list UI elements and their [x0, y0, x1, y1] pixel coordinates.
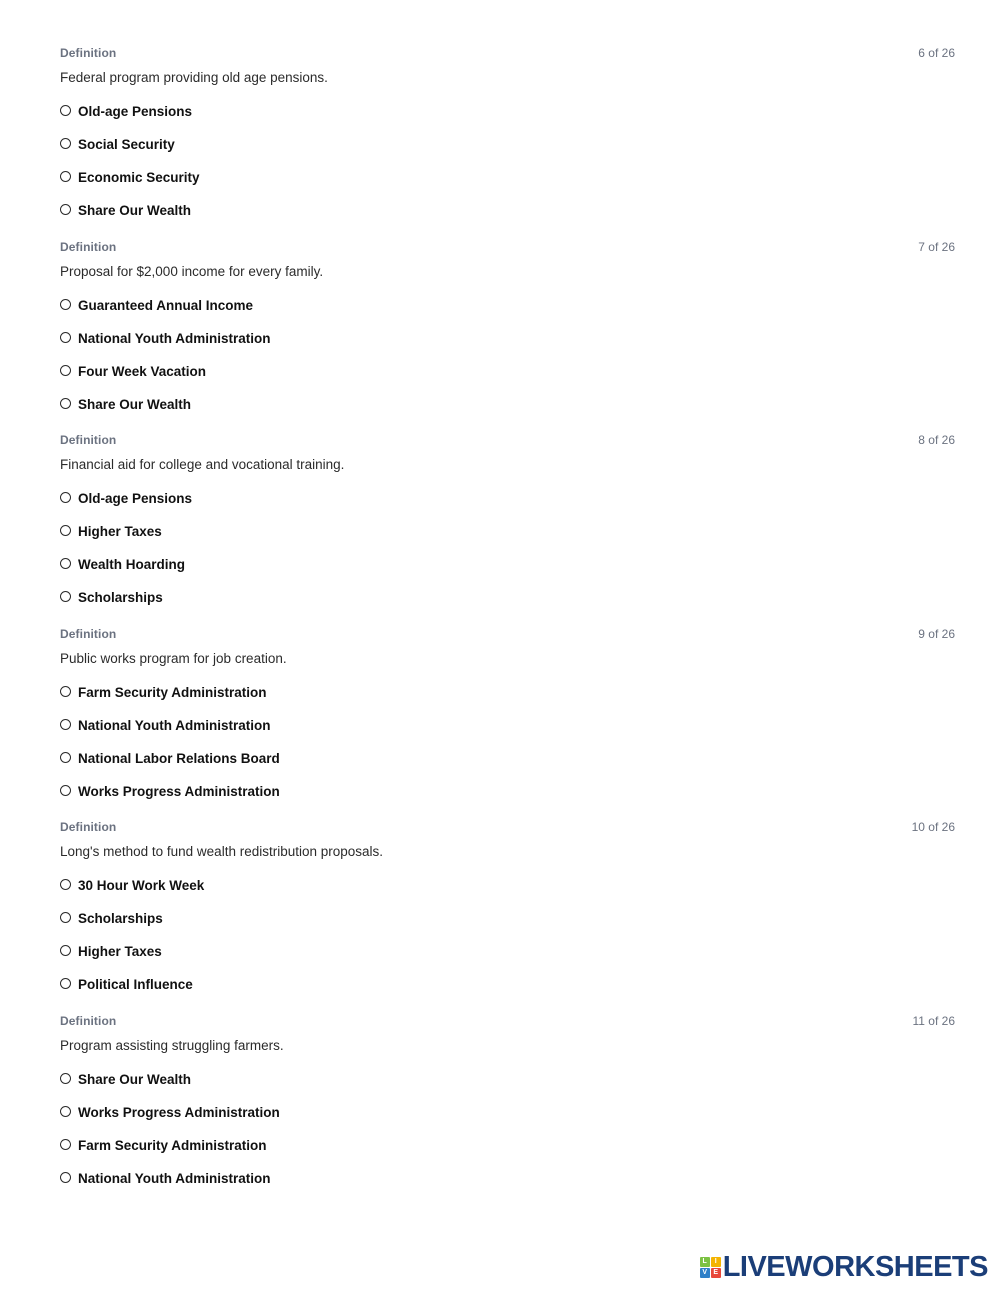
answer-options [60, 869, 955, 1001]
radio-button-icon[interactable] [60, 785, 71, 796]
radio-button-icon[interactable] [60, 686, 71, 697]
answer-option-label[interactable]: 30 Hour Work Week [78, 878, 205, 893]
question-counter: 7 of 26 [918, 239, 955, 254]
answer-option[interactable] [60, 128, 955, 161]
question-type-label: Definition [60, 626, 117, 641]
question-text: Program assisting struggling farmers. [60, 1037, 284, 1053]
question-text: Long's method to fund wealth redistribution proposals. [60, 844, 384, 859]
radio-button-icon[interactable] [60, 332, 71, 343]
question-block [60, 1014, 955, 1208]
question-counter: 6 of 26 [918, 46, 955, 60]
answer-option[interactable] [60, 1129, 955, 1162]
answer-options [60, 289, 955, 421]
answer-option-label[interactable]: Farm Security Administration [78, 684, 267, 700]
answer-option-label[interactable]: Scholarships [78, 590, 163, 605]
question-counter: 10 of 26 [911, 820, 955, 834]
answer-option-label[interactable]: Economic Security [78, 170, 200, 185]
logo-wordmark: LIVEWORKSHEETS [722, 1250, 988, 1283]
radio-button-icon[interactable] [60, 1172, 71, 1183]
answer-option[interactable] [60, 902, 955, 935]
answer-option-label[interactable]: Wealth Hoarding [78, 557, 186, 572]
radio-button-icon[interactable] [60, 945, 71, 956]
answer-option[interactable] [60, 1063, 955, 1096]
answer-option[interactable] [60, 355, 955, 388]
answer-option-label[interactable]: Farm Security Administration [78, 1137, 267, 1153]
answer-option[interactable] [60, 581, 955, 614]
answer-option[interactable] [60, 194, 955, 227]
radio-button-icon[interactable] [60, 879, 71, 890]
question-type-label: Definition [60, 46, 117, 60]
question-list [60, 46, 955, 1207]
question-text: Federal program providing old age pensions. [60, 70, 328, 85]
question-counter: 8 of 26 [918, 433, 955, 447]
answer-option-label[interactable]: Old-age Pensions [78, 491, 193, 506]
liveworksheets-logo [700, 1250, 988, 1284]
answer-option[interactable] [60, 548, 955, 581]
answer-option-label[interactable]: National Youth Administration [78, 330, 271, 346]
logo-mark-v: V [700, 1268, 710, 1278]
radio-button-icon[interactable] [60, 525, 71, 536]
question-block [60, 433, 955, 627]
question-header [60, 433, 955, 451]
logo-mark-l: L [700, 1257, 710, 1267]
answer-options [60, 676, 955, 808]
question-text: Public works program for job creation. [60, 650, 287, 666]
question-type-label: Definition [60, 820, 117, 834]
answer-option[interactable] [60, 1162, 955, 1195]
radio-button-icon[interactable] [60, 138, 71, 149]
question-text: Financial aid for college and vocational training. [60, 457, 345, 472]
answer-options [60, 482, 955, 614]
question-block [60, 240, 955, 434]
answer-option[interactable] [60, 742, 955, 775]
question-header [60, 627, 955, 645]
answer-option-label[interactable]: Works Progress Administration [78, 1104, 280, 1120]
radio-button-icon[interactable] [60, 752, 71, 763]
question-text: Proposal for $2,000 income for every family. [60, 263, 324, 279]
answer-option[interactable] [60, 1096, 955, 1129]
answer-option[interactable] [60, 935, 955, 968]
radio-button-icon[interactable] [60, 299, 71, 310]
answer-option-label[interactable]: Higher Taxes [78, 944, 162, 959]
answer-option[interactable] [60, 161, 955, 194]
radio-button-icon[interactable] [60, 1106, 71, 1117]
radio-button-icon[interactable] [60, 719, 71, 730]
answer-option[interactable] [60, 388, 955, 421]
answer-option-label[interactable]: Works Progress Administration [78, 783, 280, 799]
question-header [60, 820, 955, 838]
radio-button-icon[interactable] [60, 591, 71, 602]
radio-button-icon[interactable] [60, 978, 71, 989]
logo-mark-icon [700, 1257, 721, 1278]
answer-option-label[interactable]: Old-age Pensions [78, 104, 193, 119]
answer-option-label[interactable]: Guaranteed Annual Income [78, 297, 254, 313]
radio-button-icon[interactable] [60, 204, 71, 215]
answer-option[interactable] [60, 289, 955, 322]
logo-mark-e: E [711, 1268, 721, 1278]
question-type-label: Definition [60, 239, 117, 254]
answer-option-label[interactable]: Political Influence [78, 977, 193, 992]
radio-button-icon[interactable] [60, 492, 71, 503]
question-block [60, 820, 955, 1014]
radio-button-icon[interactable] [60, 1073, 71, 1084]
answer-option-label[interactable]: Higher Taxes [78, 524, 162, 539]
question-header [60, 240, 955, 258]
answer-option[interactable] [60, 775, 955, 808]
answer-options [60, 95, 955, 227]
answer-options [60, 1063, 955, 1195]
answer-option-label[interactable]: Share Our Wealth [78, 1071, 192, 1087]
answer-option[interactable] [60, 515, 955, 548]
answer-option[interactable] [60, 676, 955, 709]
answer-option-label[interactable]: National Youth Administration [78, 1170, 271, 1186]
answer-option[interactable] [60, 968, 955, 1001]
radio-button-icon[interactable] [60, 912, 71, 923]
question-block [60, 627, 955, 821]
radio-button-icon[interactable] [60, 105, 71, 116]
answer-option-label[interactable]: Social Security [78, 137, 175, 152]
question-counter: 9 of 26 [918, 626, 955, 641]
question-header [60, 46, 955, 64]
question-type-label: Definition [60, 433, 117, 447]
answer-option[interactable] [60, 869, 955, 902]
question-header [60, 1014, 955, 1032]
answer-option[interactable] [60, 95, 955, 128]
question-type-label: Definition [60, 1013, 117, 1028]
answer-option-label[interactable]: National Labor Relations Board [78, 750, 280, 766]
radio-button-icon[interactable] [60, 398, 71, 409]
answer-option[interactable] [60, 322, 955, 355]
question-counter: 11 of 26 [912, 1013, 955, 1028]
answer-option-label[interactable]: Share Our Wealth [78, 396, 192, 412]
answer-option-label[interactable]: Four Week Vacation [78, 363, 207, 379]
logo-mark-i: I [711, 1257, 721, 1267]
radio-button-icon[interactable] [60, 365, 71, 376]
question-block [60, 46, 955, 240]
answer-option-label[interactable]: Share Our Wealth [78, 203, 192, 218]
radio-button-icon[interactable] [60, 1139, 71, 1150]
radio-button-icon[interactable] [60, 558, 71, 569]
answer-option[interactable] [60, 709, 955, 742]
answer-option[interactable] [60, 482, 955, 515]
answer-option-label[interactable]: Scholarships [78, 911, 163, 926]
answer-option-label[interactable]: National Youth Administration [78, 717, 271, 733]
radio-button-icon[interactable] [60, 171, 71, 182]
